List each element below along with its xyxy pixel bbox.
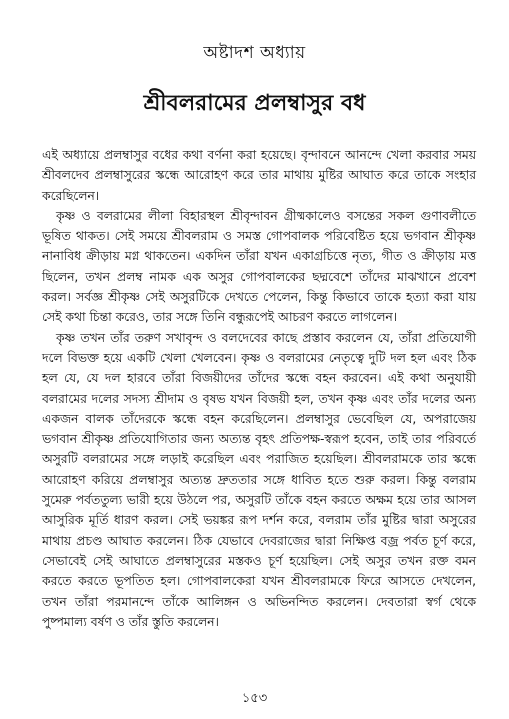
paragraph-intro: এই অধ্যায়ে প্রলম্বাসুর বধের কথা বর্ণনা করা হয়েছে। বৃন্দাবনে আনন্দে খেলা করবার সময় শ্রীবলদেব প্রলম্বাসুরের স্কন্ধে আরোহণ করে তার মাথায় মুষ্টির আঘাত করে তাকে সংহার করেছিলেন। (42, 148, 476, 203)
paragraph-pralamba-slaying: কৃষ্ণ তখন তাঁর তরুণ সখাবৃন্দ ও বলদেবের কাছে প্রস্তাব করলেন যে, তাঁরা প্রতিযোগী দলে বিভক্ত হয়ে একটি খেলা খেলবেন। কৃষ্ণ ও বলরামের নেতৃত্বে দুটি দল হল এবং ঠিক হল যে, যে দল হারবে তাঁরা বিজয়ীদের তাঁদের স্কন্ধে বহন করবেন। এই কথা অনুযায়ী বলরামের দলের সদস্য শ্রীদাম ও বৃষভ যখন বিজয়ী হল, তখন কৃষ্ণ এবং তাঁর দলের অন্য একজন বালক তাঁদেরকে স্কন্ধে বহন করেছিলেন। প্রলম্বাসুর ভেবেছিল যে, অপরাজেয় ভগবান শ্রীকৃষ্ণ প্রতিযোগিতার জন্য অত্যন্ত বৃহৎ প্রতিপক্ষ-স্বরূপ হবেন, তাই তার পরিবর্তে অসুরটি বলরামের সঙ্গে লড়াই করেছিল এবং পরাজিত হয়েছিল। শ্রীবলরামকে তার স্কন্ধে আরোহণ করিয়ে প্রলম্বাসুর অত্যন্ত দ্রুততার সঙ্গে ধাবিত হতে শুরু করল। কিন্তু বলরাম সুমেরু পর্বততুল্য ভারী হয়ে উঠলে পর, অসুরটি তাঁকে বহন করতে অক্ষম হয়ে তার আসল আসুরিক মূর্তি ধারণ করল। সেই ভয়ঙ্কর রূপ দর্শন করে, বলরাম তাঁর মুষ্টির দ্বারা অসুরের মাথায় প্রচণ্ড আঘাত করলেন। ঠিক যেভাবে দেবরাজের দ্বারা নিক্ষিপ্ত বজ্র পর্বত চূর্ণ করে, সেভাবেই সেই আঘাতে প্রলম্বাসুরের মস্তকও চূর্ণ হয়েছিল। সেই অসুর তখন রক্ত বমন করতে করতে ভূপতিত হল। গোপবালকেরা যখন শ্রীবলরামকে ফিরে আসতে দেখলেন, তখন তাঁরা পরমানন্দে তাঁকে আলিঙ্গন ও অভিনন্দিত করলেন। দেবতারা স্বর্গ থেকে পুষ্পমাল্য বর্ষণ ও তাঁর স্তুতি করলেন। (42, 330, 476, 629)
paragraph-vrindavan: কৃষ্ণ ও বলরামের লীলা বিহারস্থল শ্রীবৃন্দাবন গ্রীষ্মকালেও বসন্তের সকল গুণাবলীতে ভূষিত থাকত। সেই সময়ে শ্রীবলরাম ও সমস্ত গোপবালক পরিবেষ্টিত হয়ে ভগবান শ্রীকৃষ্ণ নানাবিধ ক্রীড়ায় মগ্ন থাকতেন। একদিন তাঁরা যখন একাগ্রচিত্তে নৃত্য, গীত ও ক্রীড়ায় মত্ত ছিলেন, তখন প্রলম্ব নামক এক অসুর গোপবালকের ছদ্মবেশে তাঁদের মাঝখানে প্রবেশ করল। সর্বজ্ঞ শ্রীকৃষ্ণ সেই অসুরটিকে দেখতে পেলেন, কিন্তু কিভাবে তাকে হত্যা করা যায় সেই কথা চিন্তা করেও, তার সঙ্গে তিনি বন্ধুরূপেই আচরণ করতে লাগলেন। (42, 208, 476, 325)
chapter-body (42, 145, 476, 632)
chapter-label: অষ্টাদশ অধ্যায় (203, 43, 306, 63)
chapter-title: শ্রীবলরামের প্রলম্বাসুর বধ (143, 91, 366, 116)
page-number: ১৫৩ (241, 691, 268, 706)
